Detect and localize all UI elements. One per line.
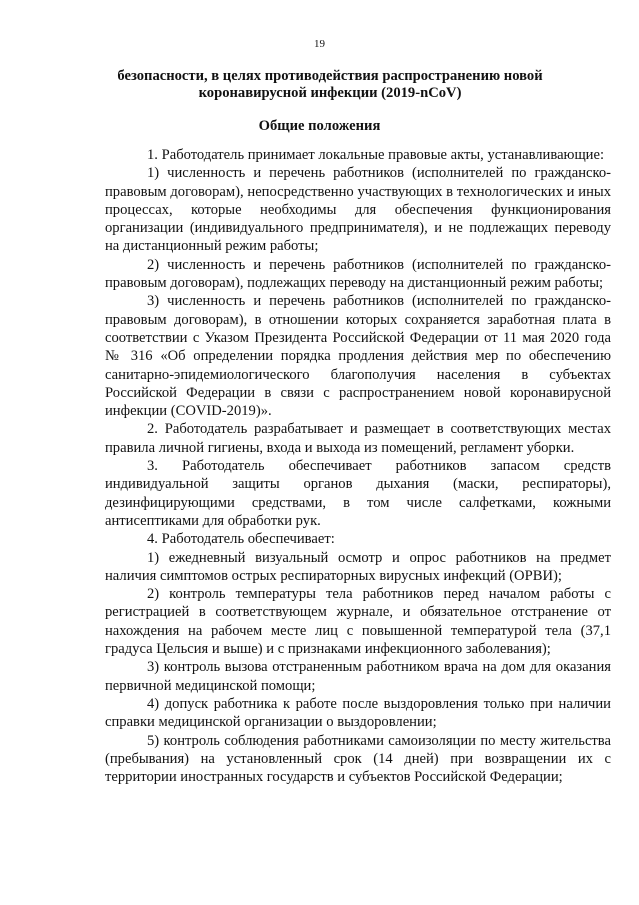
section-title: Общие положения — [258, 118, 381, 134]
paragraph-hygiene-rules: 2. Работодатель разрабатывает и размещает в соответствующих местах правила личной гигиены, входа и выхода из помещений, регламент уборки. — [105, 421, 611, 456]
paragraph-self-isolation-control: 5) контроль соблюдения работниками самоизоляции по месту жительства (пребывания) на установленный срок (14 дней) при возвращении их с территории иностранных государств и субъектов Российской Федерации; — [105, 732, 611, 786]
document-heading: безопасности, в целях противодействия распространению новой коронавирусной инфекции (2019-nCoV) — [117, 68, 543, 101]
paragraph-employer-provides: 4. Работодатель обеспечивает: — [147, 531, 335, 548]
paragraph-item-1: 1) численность и перечень работников (исполнителей по гражданско-правовым договорам), непосредственно участвующих в технологических и иных процессах, которые необходимы для обеспечения функционирования организации (индивидуального предпринимателя), и не подлежащих переводу на дистанционный режим работы; — [105, 165, 611, 255]
page-number: 19 — [314, 38, 325, 50]
paragraph-temperature-control: 2) контроль температуры тела работников перед началом работы с регистрацией в соответствующем журнале, и обязательное отстранение от нахождения на рабочем месте лиц с повышенной температурой тела (37,1 градуса Цельсия и выше) и с признаками инфекционного заболевания); — [105, 586, 611, 658]
paragraph-item-2: 2) численность и перечень работников (исполнителей по гражданско-правовым договорам), подлежащих переводу на дистанционный режим работы; — [105, 256, 611, 292]
paragraph-protective-equipment: 3. Работодатель обеспечивает работников запасом средств индивидуальной защиты органов дыхания (маски, респираторы), дезинфицирующими средствами, в том числе салфетками, кожными антисептиками для обработки рук. — [105, 458, 611, 529]
paragraph-doctor-call-control: 3) контроль вызова отстраненным работником врача на дом для оказания первичной медицинской помощи; — [105, 659, 611, 694]
paragraph-work-admission: 4) допуск работника к работе после выздоровления только при наличии справки медицинской организации о выздоровлении; — [105, 695, 611, 731]
paragraph-daily-inspection: 1) ежедневный визуальный осмотр и опрос работников на предмет наличия симптомов острых респираторных вирусных инфекций (ОРВИ); — [105, 549, 611, 584]
paragraph-employer-acts: 1. Работодатель принимает локальные правовые акты, устанавливающие: — [147, 147, 605, 163]
document-body — [105, 146, 611, 786]
paragraph-item-3: 3) численность и перечень работников (исполнителей по гражданско-правовым договорам), в отношении которых сохраняется заработная плата в соответствии с Указом Президента Российской Федерации от 11 мая 2020 года № 316 «Об определении порядка продления действия мер по обеспечению санитарно-эпидемиологического благополучия населения в субъектах Российской Федерации в связи с распространением новой коронавирусной инфекции (COVID-2019)». — [105, 293, 611, 420]
